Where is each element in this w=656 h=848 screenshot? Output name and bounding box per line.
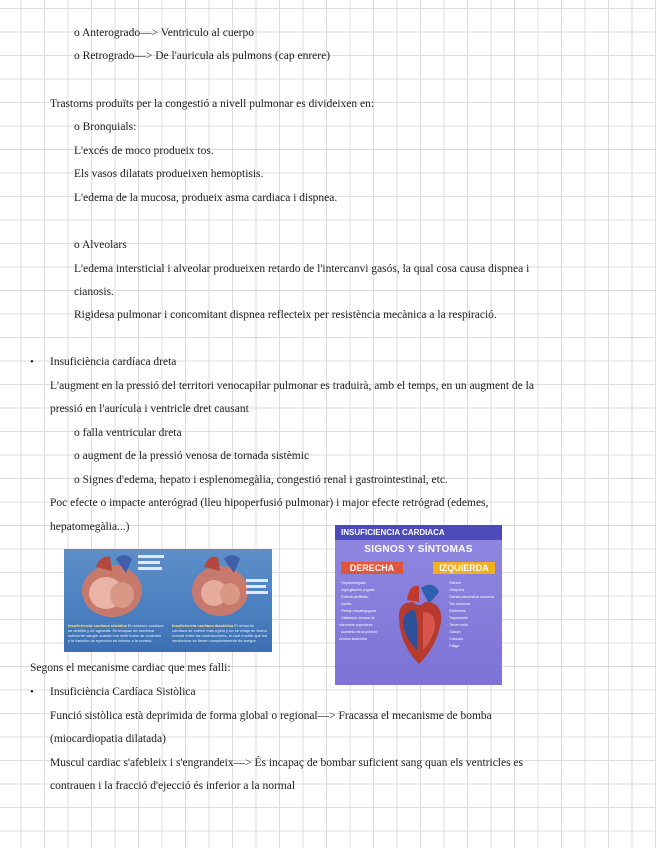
- text-line-anterogrado: o Anterogrado—> Ventriculo al cuerpo: [74, 27, 255, 39]
- poster-item: • Galope: [447, 629, 497, 636]
- bullet-icon: •: [30, 686, 34, 698]
- poster-body: [335, 540, 502, 685]
- poster-item: • Dilatación venosa de miembros superiores: [339, 615, 389, 629]
- text-line-pressio-auricula: pressió en l'aurícula i ventricle dret causant: [50, 403, 249, 415]
- text-line-funcio-sistolica: Funció sistòlica està deprimida de forma global o regional—> Fracassa el mecanisme de bomba: [50, 710, 492, 722]
- caption-diastolic-title: Insuficiencia cardiaca diastólica: [172, 623, 234, 628]
- poster-item: • Cianosis: [447, 636, 497, 643]
- poster-item: • Ortopnea: [447, 587, 497, 594]
- poster-list-izquierda: [447, 580, 497, 650]
- poster-header: INSUFICIENCIA CARDIACA: [335, 525, 502, 540]
- heart-failure-diagram-image: [64, 549, 272, 652]
- text-line-miocardiopatia: (miocardiopatia dilatada): [50, 733, 166, 745]
- text-line-ic-sistolica-heading: Insuficiència Cardíaca Sistòlica: [50, 686, 196, 698]
- text-line-exces-moco: L'excés de moco produeix tos.: [74, 145, 214, 157]
- text-line-retrogrado: o Retrogrado—> De l'auricula als pulmons (cap enrere): [74, 50, 331, 62]
- text-line-trastorns-heading: Trastorns produïts per la congestió a nivell pulmonar es divideixen en:: [50, 98, 375, 110]
- text-line-vasos-dilatats: Els vasos dilatats produeixen hemoptisis.: [74, 168, 264, 180]
- poster-tag-izquierda: IZQUIERDA: [433, 562, 495, 574]
- poster-item: • Reflujo hepatoyugular: [339, 608, 389, 615]
- poster-item: • Tercer ruido: [447, 622, 497, 629]
- poster-item: • Tos nocturna: [447, 601, 497, 608]
- poster-item: • Disnea paroxística nocturna: [447, 594, 497, 601]
- text-line-ic-dreta-heading: Insuficiència cardíaca dreta: [50, 356, 177, 368]
- text-line-segons-mecanisme: Segons el mecanisme cardiac que mes falli:: [30, 662, 231, 674]
- text-line-edema-mucosa: L'edema de la mucosa, produeix asma cardiaca i dispnea.: [74, 192, 338, 204]
- poster-item: • Estertores: [447, 608, 497, 615]
- text-line-falla-ventricular: o falla ventricular dreta: [74, 427, 182, 439]
- text-line-edema-intersticial: L'edema intersticial i alveolar produeixen retardo de l'intercanvi gasós, la qual cosa causa dispnea i: [74, 263, 530, 275]
- text-line-cianosis: cianosis.: [74, 286, 114, 298]
- text-line-alveolars: o Alveolars: [74, 239, 127, 251]
- text-line-poc-efecte: Poc efecte o impacte anterógrad (lleu hipoperfusió pulmonar) i major efecte retrógrad (edemes,: [50, 497, 489, 509]
- caption-systolic: [66, 622, 166, 652]
- caption-diastolic-text: El músculo cardiaco se vuelve más rígido y no se relaja de forma normal entre las contracciones, lo cual impide que los ventrículos se llenen completamente de sangre.: [172, 623, 268, 643]
- poster-item: • Fatiga: [447, 643, 497, 650]
- caption-systolic-text: El músculo cardiaco se debilita y se agranda. Es incapaz de bombear suficiente sangre cuando los ventrículos se contraen y la fracción de eyección es inferior a la normal.: [68, 623, 164, 643]
- text-line-bronquials: o Bronquials:: [74, 121, 137, 133]
- poster-item: • Hepatomegalia: [339, 580, 389, 587]
- text-line-muscul-cardiac: Muscul cardiac s'afebleix i s'engrandeix—> És incapaç de bombar suficient sang quan els ventricles es: [50, 757, 524, 769]
- caption-systolic-title: Insuficiencia cardiaca sistólica: [68, 623, 127, 628]
- text-line-rigidesa: Rigidesa pulmonar i concomitant dispnea reflecteix per resistència mecànica a la respiració.: [74, 309, 497, 321]
- poster-subtitle: SIGNOS Y SÍNTOMAS: [364, 544, 473, 555]
- poster-item: • Disnea: [447, 580, 497, 587]
- text-line-hepatomegalia: hepatomegàlia...): [50, 521, 130, 533]
- poster-item: • Taquicardia: [447, 615, 497, 622]
- poster-item: • Edema periférico: [339, 594, 389, 601]
- text-line-pressio-venosa: o augment de la pressió venosa de tornada sistèmic: [74, 450, 310, 462]
- bullet-icon: •: [30, 356, 34, 368]
- text-line-contrauen: contrauen i la fracció d'ejecció és inferior a la normal: [50, 780, 296, 792]
- text-line-signes-edema: o Signes d'edema, hepato i esplenomegàlia, congestió renal i gastrointestinal, etc.: [74, 474, 448, 486]
- poster-item: • Ascitis: [339, 601, 389, 608]
- text-line-augment-pressio: L'augment en la pressió del territori venocapilar pulmonar es traduirà, amb el temps, en un augment de la: [50, 380, 534, 392]
- poster-item: • Aumento de la presión venosa sistémica: [339, 629, 389, 643]
- poster-item: • Ingurgitación yugular: [339, 587, 389, 594]
- heart-diastolic-illustration: [170, 549, 272, 621]
- poster-tag-derecha: DERECHA: [341, 562, 403, 574]
- heart-systolic-illustration: [66, 549, 168, 621]
- caption-diastolic: [170, 622, 270, 652]
- heart-anatomy-icon: [389, 580, 449, 672]
- poster-list-derecha: [339, 580, 389, 643]
- signs-symptoms-poster-image: [335, 525, 502, 685]
